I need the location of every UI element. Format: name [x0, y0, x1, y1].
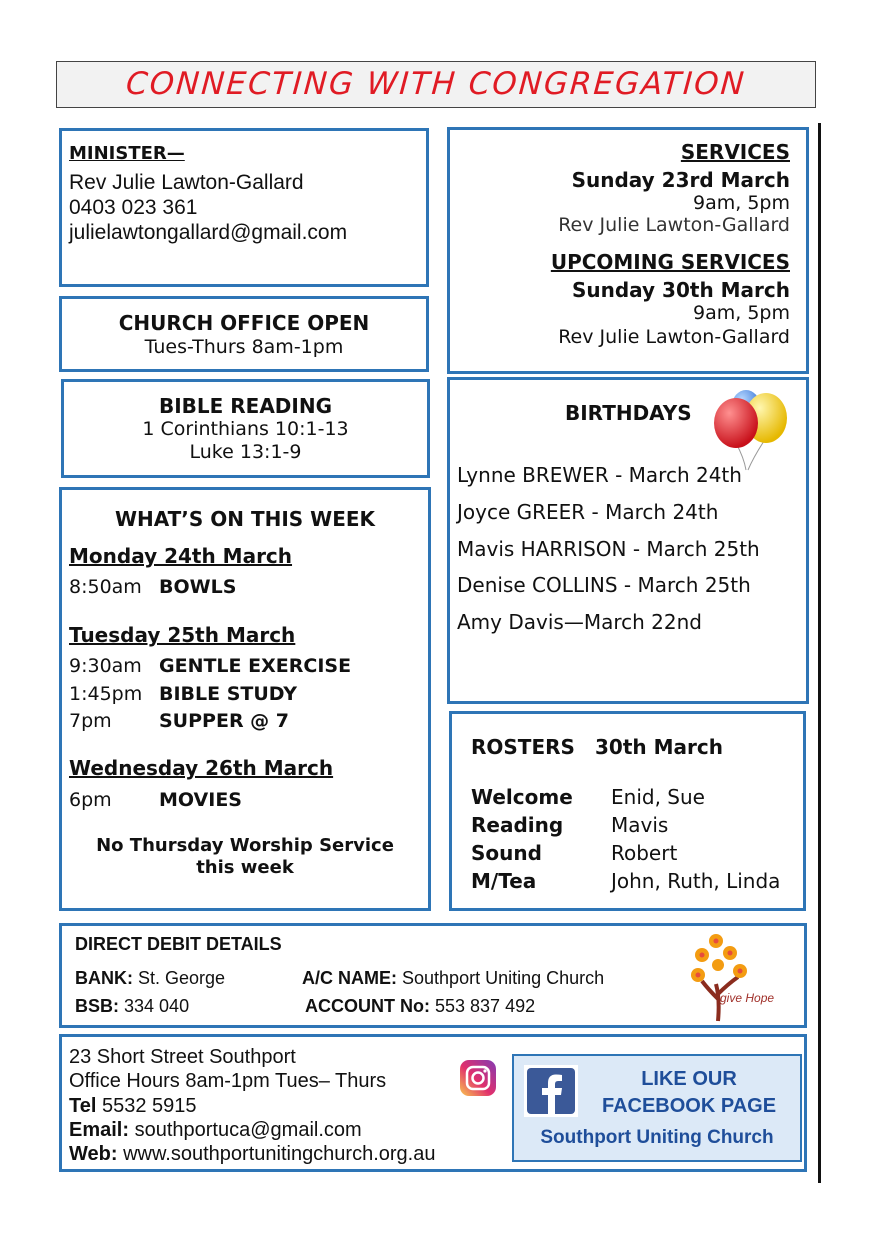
office-hours: Tues-Thurs 8am-1pm — [144, 336, 344, 358]
roster-role: Sound — [471, 841, 542, 865]
contact-box — [59, 1034, 807, 1172]
account-name-value: Southport Uniting Church — [402, 968, 605, 988]
minister-phone: 0403 023 361 — [69, 196, 198, 219]
minister-heading: MINISTER— — [69, 143, 185, 164]
roster-names: John, Ruth, Linda — [611, 869, 781, 893]
minister-email: julielawtongallard@gmail.com — [69, 221, 348, 244]
bank-value: St. George — [138, 968, 226, 988]
services-times: 9am, 5pm — [693, 192, 790, 214]
rosters-heading: ROSTERS — [471, 735, 575, 759]
upcoming-services-date: Sunday 30th March — [571, 278, 790, 302]
bsb-line — [75, 996, 189, 1017]
roster-names: Enid, Sue — [611, 785, 705, 809]
bible-reading-1: 1 Corinthians 10:1-13 — [142, 418, 349, 440]
roster-role: Welcome — [471, 785, 573, 809]
event-name: GENTLE EXERCISE — [159, 655, 352, 677]
rosters-date: 30th March — [595, 735, 723, 759]
minister-box — [59, 128, 429, 287]
bible-reading-2: Luke 13:1-9 — [189, 441, 302, 463]
bank-line — [75, 968, 225, 989]
whatson-box — [59, 487, 431, 911]
office-box — [59, 296, 429, 372]
event-time: 1:45pm — [69, 683, 143, 705]
services-box — [447, 127, 809, 374]
office-hours-line: Office Hours 8am-1pm Tues– Thurs — [69, 1070, 387, 1092]
give-hope-logo-icon — [688, 929, 752, 1024]
instagram-icon[interactable] — [459, 1059, 497, 1097]
bsb-value: 334 040 — [124, 996, 190, 1016]
email-label: Email: — [69, 1119, 130, 1141]
rosters-box — [449, 711, 806, 911]
direct-debit-heading: DIRECT DEBIT DETAILS — [75, 934, 282, 954]
web-label: Web: — [69, 1143, 118, 1165]
services-heading: SERVICES — [680, 140, 790, 164]
tel-line — [69, 1095, 197, 1118]
upcoming-services-leader: Rev Julie Lawton-Gallard — [558, 326, 790, 348]
account-name-line — [302, 968, 604, 989]
list-item: Lynne BREWER - March 24th — [457, 463, 742, 487]
page-title-box — [56, 61, 816, 108]
list-item: Joyce GREER - March 24th — [457, 500, 719, 524]
bank-label: BANK: — [75, 968, 133, 988]
tel-label: Tel — [69, 1095, 97, 1117]
birthdays-box — [447, 377, 809, 704]
account-name-label: A/C NAME: — [302, 968, 397, 988]
whatson-heading: WHAT’S ON THIS WEEK — [114, 507, 376, 531]
upcoming-services-heading: UPCOMING SERVICES — [550, 250, 790, 274]
event-name: BOWLS — [159, 576, 237, 598]
bible-box — [61, 379, 430, 478]
direct-debit-box — [59, 923, 807, 1028]
roster-role: M/Tea — [471, 869, 537, 893]
email-line — [69, 1119, 362, 1142]
roster-names: Mavis — [611, 813, 669, 837]
roster-role: Reading — [471, 813, 564, 837]
bible-heading: BIBLE READING — [158, 394, 333, 418]
office-heading: CHURCH OFFICE OPEN — [118, 311, 370, 335]
services-date: Sunday 23rd March — [571, 168, 790, 192]
event-name: BIBLE STUDY — [159, 683, 297, 705]
page-title: CONNECTING WITH CONGREGATION — [124, 66, 748, 102]
birthdays-heading: BIRTHDAYS — [565, 401, 692, 425]
account-number-value: 553 837 492 — [435, 996, 536, 1016]
day-heading: Monday 24th March — [69, 544, 293, 568]
upcoming-services-times: 9am, 5pm — [693, 302, 790, 324]
email-value[interactable]: southportuca@gmail.com — [134, 1119, 362, 1141]
account-number-line — [305, 996, 535, 1017]
event-time: 9:30am — [69, 655, 142, 677]
facebook-line-2: FACEBOOK PAGE — [601, 1095, 777, 1117]
account-number-label: ACCOUNT No: — [305, 996, 430, 1016]
whatson-note-line-1: No Thursday Worship Service — [96, 835, 394, 856]
event-name: MOVIES — [159, 789, 242, 811]
list-item: Amy Davis—March 22nd — [457, 610, 702, 634]
list-item: Mavis HARRISON - March 25th — [457, 537, 760, 561]
day-heading: Wednesday 26th March — [69, 756, 334, 780]
facebook-panel[interactable] — [512, 1054, 802, 1162]
bsb-label: BSB: — [75, 996, 119, 1016]
list-item: Denise COLLINS - March 25th — [457, 573, 751, 597]
facebook-page-name[interactable]: Southport Uniting Church — [540, 1127, 774, 1148]
vertical-divider — [818, 123, 821, 1183]
day-heading: Tuesday 25th March — [69, 623, 296, 647]
tel-value: 5532 5915 — [101, 1095, 197, 1117]
address: 23 Short Street Southport — [69, 1046, 296, 1068]
services-leader: Rev Julie Lawton-Gallard — [558, 214, 790, 236]
event-time: 8:50am — [69, 576, 142, 598]
event-time: 7pm — [69, 710, 112, 732]
whatson-note-line-2: this week — [196, 857, 294, 878]
event-time: 6pm — [69, 789, 112, 811]
event-name: SUPPER @ 7 — [159, 710, 290, 732]
minister-name: Rev Julie Lawton-Gallard — [69, 171, 304, 194]
web-line — [69, 1143, 435, 1166]
roster-names: Robert — [611, 841, 678, 865]
web-value[interactable]: www.southportunitingchurch.org.au — [123, 1143, 436, 1165]
facebook-icon[interactable] — [524, 1065, 578, 1117]
facebook-line-1: LIKE OUR — [641, 1068, 737, 1090]
give-hope-logo-text: give Hope — [720, 991, 775, 1005]
balloons-icon — [706, 388, 794, 472]
